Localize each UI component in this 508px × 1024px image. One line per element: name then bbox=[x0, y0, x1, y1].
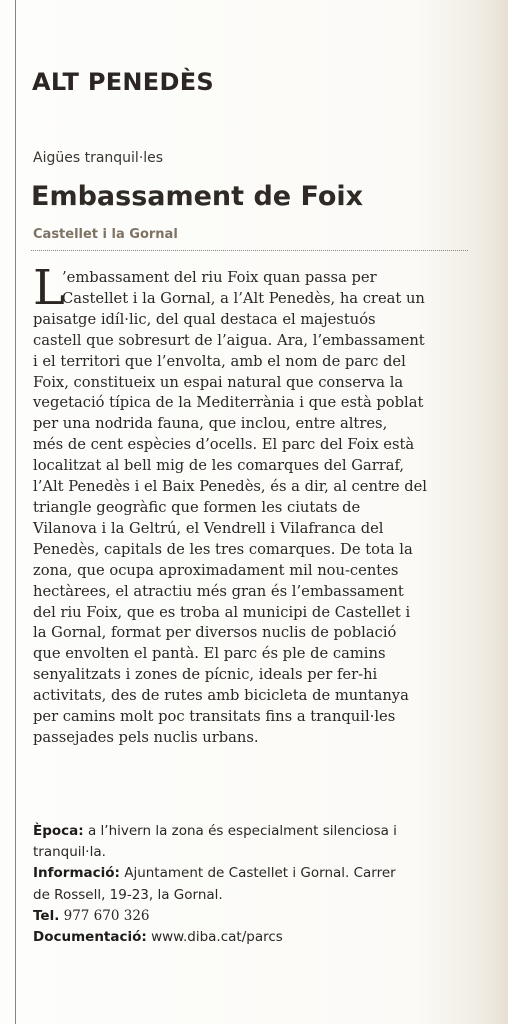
body-line: activitats, des de rutes amb bicicleta de muntanya bbox=[33, 687, 409, 705]
section-title: ALT PENEDÈS bbox=[32, 68, 214, 96]
drop-cap: L bbox=[33, 260, 65, 316]
body-line: Foix, constitueix un espai natural que conserva la bbox=[33, 373, 404, 391]
info-epoca-text: a l’hivern la zona és especialment silenciosa i bbox=[83, 823, 397, 839]
body-line: senyalitzats i zones de pícnic, ideals per fer-hi bbox=[33, 666, 378, 684]
info-documentacio-label: Documentació: bbox=[33, 929, 147, 946]
body-line: localitzat al bell mig de les comarques del Garraf, bbox=[33, 457, 405, 475]
article-headline: Embassament de Foix bbox=[31, 181, 364, 212]
body-line: zona, que ocupa aproximadament mil nou-centes bbox=[33, 561, 399, 579]
info-informacio bbox=[33, 863, 473, 884]
body-line: vegetació típica de la Mediterrània i que està poblat bbox=[33, 394, 424, 412]
info-epoca-label: Època: bbox=[33, 823, 84, 839]
body-line: per una nodrida fauna, que inclou, entre altres, bbox=[33, 415, 388, 433]
body-line: per camins molt poc transitats fins a tranquil·les bbox=[33, 708, 396, 726]
info-epoca-text-2: tranquil·la. bbox=[33, 844, 106, 861]
info-informacio-text-2: de Rossell, 19-23, la Gornal. bbox=[33, 886, 223, 903]
article-location: Castellet i la Gornal bbox=[33, 227, 178, 242]
body-line: Castellet i la Gornal, a l’Alt Penedès, ha creat un bbox=[62, 289, 425, 307]
info-documentacio-link[interactable]: www.diba.cat/parcs bbox=[146, 929, 283, 946]
info-documentacio bbox=[33, 927, 473, 948]
body-line: i el territori que l’envolta, amb el nom de parc del bbox=[33, 352, 406, 370]
article-kicker: Aigües tranquil·les bbox=[33, 150, 164, 166]
info-epoca bbox=[33, 821, 473, 842]
body-line: hectàrees, el atractiu més gran és l’embassament bbox=[33, 582, 404, 600]
info-tel bbox=[33, 906, 473, 927]
body-line: castell que sobresurt de l’aigua. Ara, l’embassament bbox=[33, 331, 425, 349]
info-informacio-continued bbox=[33, 885, 473, 906]
info-epoca-continued bbox=[33, 842, 473, 863]
body-line: més de cent espècies d’ocells. El parc del Foix està bbox=[33, 436, 415, 454]
body-line: passejades pels nuclis urbans. bbox=[33, 728, 259, 746]
left-margin-rule bbox=[15, 0, 16, 1024]
body-line: que envolten el pantà. El parc és ple de camins bbox=[33, 645, 386, 663]
body-line: triangle geogràfic que formen les ciutats de bbox=[33, 498, 361, 516]
article-body bbox=[33, 260, 469, 749]
body-line: paisatge idíl·lic, del qual destaca el majestuós bbox=[33, 310, 376, 328]
body-line: l’Alt Penedès i el Baix Penedès, és a dir, al centre del bbox=[33, 478, 428, 496]
body-line: la Gornal, format per diversos nuclis de població bbox=[33, 624, 397, 642]
practical-info bbox=[33, 821, 473, 948]
body-line: Penedès, capitals de les tres comarques. De tota la bbox=[33, 540, 413, 558]
info-tel-number: 977 670 326 bbox=[59, 907, 150, 924]
info-tel-label: Tel. bbox=[33, 907, 60, 924]
body-line: Vilanova i la Geltrú, el Vendrell i Vilafranca del bbox=[33, 519, 384, 537]
dotted-divider bbox=[31, 250, 468, 251]
body-line: ’embassament del riu Foix quan passa per bbox=[62, 269, 377, 286]
info-informacio-text: Ajuntament de Castellet i Gornal. Carrer bbox=[119, 865, 396, 882]
info-informacio-label: Informació: bbox=[33, 865, 120, 882]
body-line: del riu Foix, que es troba al municipi de Castellet i bbox=[33, 603, 411, 621]
